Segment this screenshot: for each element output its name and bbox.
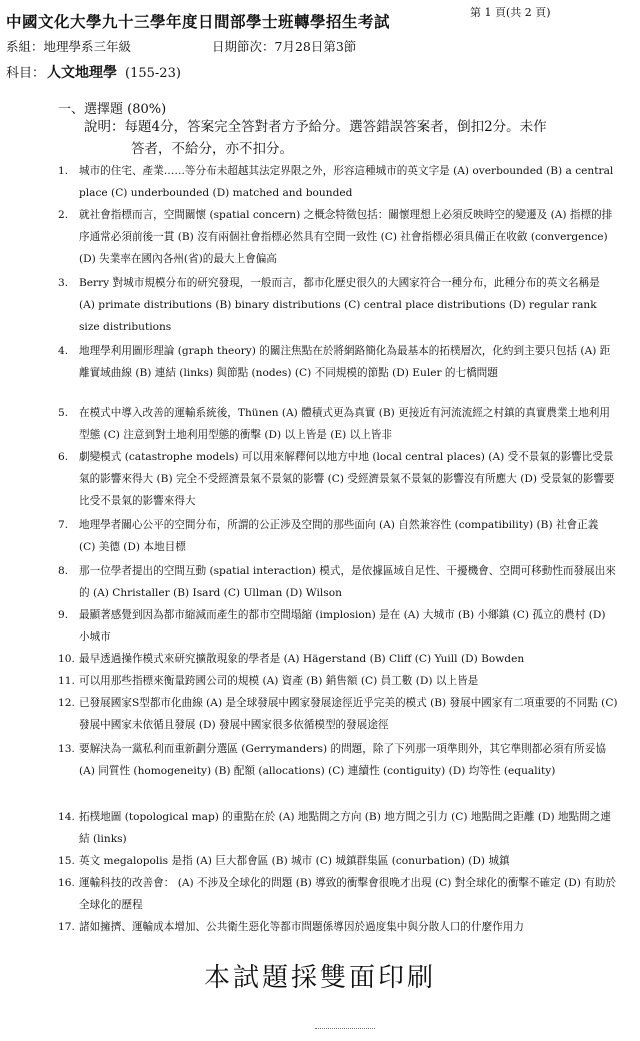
question-text: 英文 megalopolis 是指 (A) 巨大都會區 (B) 城市 (C) 城鎮群集區 (conurbation) (D) 城鎮 (79, 855, 510, 867)
exam-title: 中國文化大學九十三學年度日間部學士班轉學招生考試 (6, 12, 391, 31)
question-text: Berry 對城市規模分布的研究發現，一般而言，都市化歷史很久的大國家符合一種分布，此種分布的英文名稱是 (A) primate distributions (B) binary distributions (C) central place distributions (D) regular rank size distributions (79, 277, 600, 333)
question-number: 16. (58, 877, 75, 889)
question-number: 7. (58, 519, 69, 531)
question-number: 6. (58, 451, 69, 463)
question-number: 13. (58, 743, 75, 755)
section-title: 一、選擇題 (80%) (58, 102, 167, 117)
question-number: 3. (58, 277, 69, 289)
subject-line (6, 62, 181, 82)
question-text: 最早透過操作模式來研究擴散現象的學者是 (A) Hägerstand (B) Cliff (C) Yuill (D) Bowden (79, 653, 525, 665)
question-text: 諸如擁擠、運輸成本增加、公共衛生惡化等都市問題係導因於過度集中與分散人口的什麼作用力 (79, 921, 524, 933)
department-info: 系組：地理學系三年級 (6, 39, 132, 54)
instructions-line-1: 說明：每題4分，答案完全答對者方予給分。選答錯誤答案者，倒扣2分。未作 (84, 119, 547, 135)
question-text: 在模式中導入改善的運輸系統後，Thünen (A) 體積式更為真實 (B) 更接近有河流流經之村鎮的真實農業土地利用型態 (C) 注意到對土地利用型態的衝擊 (D) 以上皆是 (E) 以上皆非 (79, 407, 610, 441)
question-text: 最顯著感覺到因為都市縮減而產生的都市空間塌縮 (implosion) 是在 (A) 大城市 (B) 小鄉鎮 (C) 孤立的農村 (D) 小城市 (79, 609, 606, 643)
question-number: 4. (58, 345, 69, 357)
subject-name: 人文地理學 (47, 65, 118, 81)
scan-mark (315, 1028, 375, 1030)
question-number: 14. (58, 811, 75, 823)
subject-label: 科目： (6, 66, 46, 81)
question-text: 城市的住宅、產業……等分布未超越其法定界限之外，形容這種城市的英文字是 (A) overbounded (B) a central place (C) underbounded (D) matched and bounded (79, 165, 614, 199)
question-text: 要解決為一黨私利而重新劃分選區 (Gerrymanders) 的問題，除了下列那一項準則外，其它準則都必須有所妥協 (A) 同質性 (homogeneity) (B) 配額 (allocations) (C) 連續性 (contiguity) (D) 均等性 (equality) (79, 743, 606, 777)
question-text: 劇變模式 (catastrophe models) 可以用來解釋何以地方中地 (local central places) (A) 受不景氣的影響比受景氣的影響來得大 (B) 完全不受經濟景氣不景氣的影響 (C) 受經濟景氣不景氣的影響沒有所應大 (D) 受景氣的影響要比受不景氣的影響來得大 (79, 451, 615, 507)
instructions (84, 116, 614, 160)
question-number: 10. (58, 653, 75, 665)
question-text: 那一位學者提出的空間互動 (spatial interaction) 模式，是依據區域自足性、干擾機會、空間可移動性而發展出來的 (A) Christaller (B) Isard (C) Ullman (D) Wilson (79, 565, 616, 599)
double-sided-note: 本試題採雙面印刷 (203, 963, 436, 993)
question-number: 1. (58, 165, 69, 177)
question-number: 8. (58, 565, 69, 577)
question-number: 11. (58, 675, 75, 687)
question-text: 地理學利用圖形理論 (graph theory) 的關注焦點在於將網路簡化為最基本的拓樸層次，化約到主要只包括 (A) 距離實域曲線 (B) 連結 (links) 與節點 (nodes) (C) 不同規模的節點 (D) Euler 的七橋問題 (79, 345, 611, 379)
question-number: 2. (58, 209, 69, 221)
page-info: 第 1 頁(共 2 頁) (470, 6, 551, 19)
question-number: 15. (58, 855, 75, 867)
instructions-line-2: 答者，不給分，亦不扣分。 (131, 141, 293, 157)
question-number: 9. (58, 609, 69, 621)
question-text: 運輸科技的改善會： (A) 不涉及全球化的問題 (B) 導致的衝擊會很晚才出現 (C) 對全球化的衝擊不確定 (D) 有助於全球化的歷程 (79, 877, 616, 911)
question-text: 地理學者關心公平的空間分布，所謂的公正涉及空間的那些面向 (A) 自然兼容性 (compatibility) (B) 社會正義 (C) 美德 (D) 本地目標 (79, 519, 599, 553)
question-number: 5. (58, 407, 69, 419)
question-text: 就社會指標而言，空間關懷 (spatial concern) 之概念特徵包括：關懷理想上必須反映時空的變遷及 (A) 指標的排序通常必須前後一貫 (B) 沒有兩個社會指標必然具有空間一致性 (C) 社會指標必須具備正在收斂 (convergence) (D) 失業率在國內各州(省)的最大上會偏高 (79, 209, 613, 265)
question-text: 可以用那些指標來衡量跨國公司的規模 (A) 資產 (B) 銷售額 (C) 員工數 (D) 以上皆是 (79, 675, 479, 687)
question-text: 已發展國家S型都市化曲線 (A) 是全球發展中國家發展途徑近乎完美的模式 (B) 發展中國家有二項重要的不同點 (C) 發展中國家未依循且發展 (D) 發展中國家很多依循模型的發展途徑 (79, 697, 618, 731)
question-number: 17. (58, 921, 75, 933)
question-number: 12. (58, 697, 75, 709)
date-info: 日期節次：7月28日第3節 (212, 39, 357, 54)
question-text: 拓樸地圖 (topological map) 的重點在於 (A) 地點間之方向 (B) 地方間之引力 (C) 地點間之距離 (D) 地點間之連結 (links) (79, 811, 611, 845)
subject-code: (155-23) (125, 66, 181, 81)
